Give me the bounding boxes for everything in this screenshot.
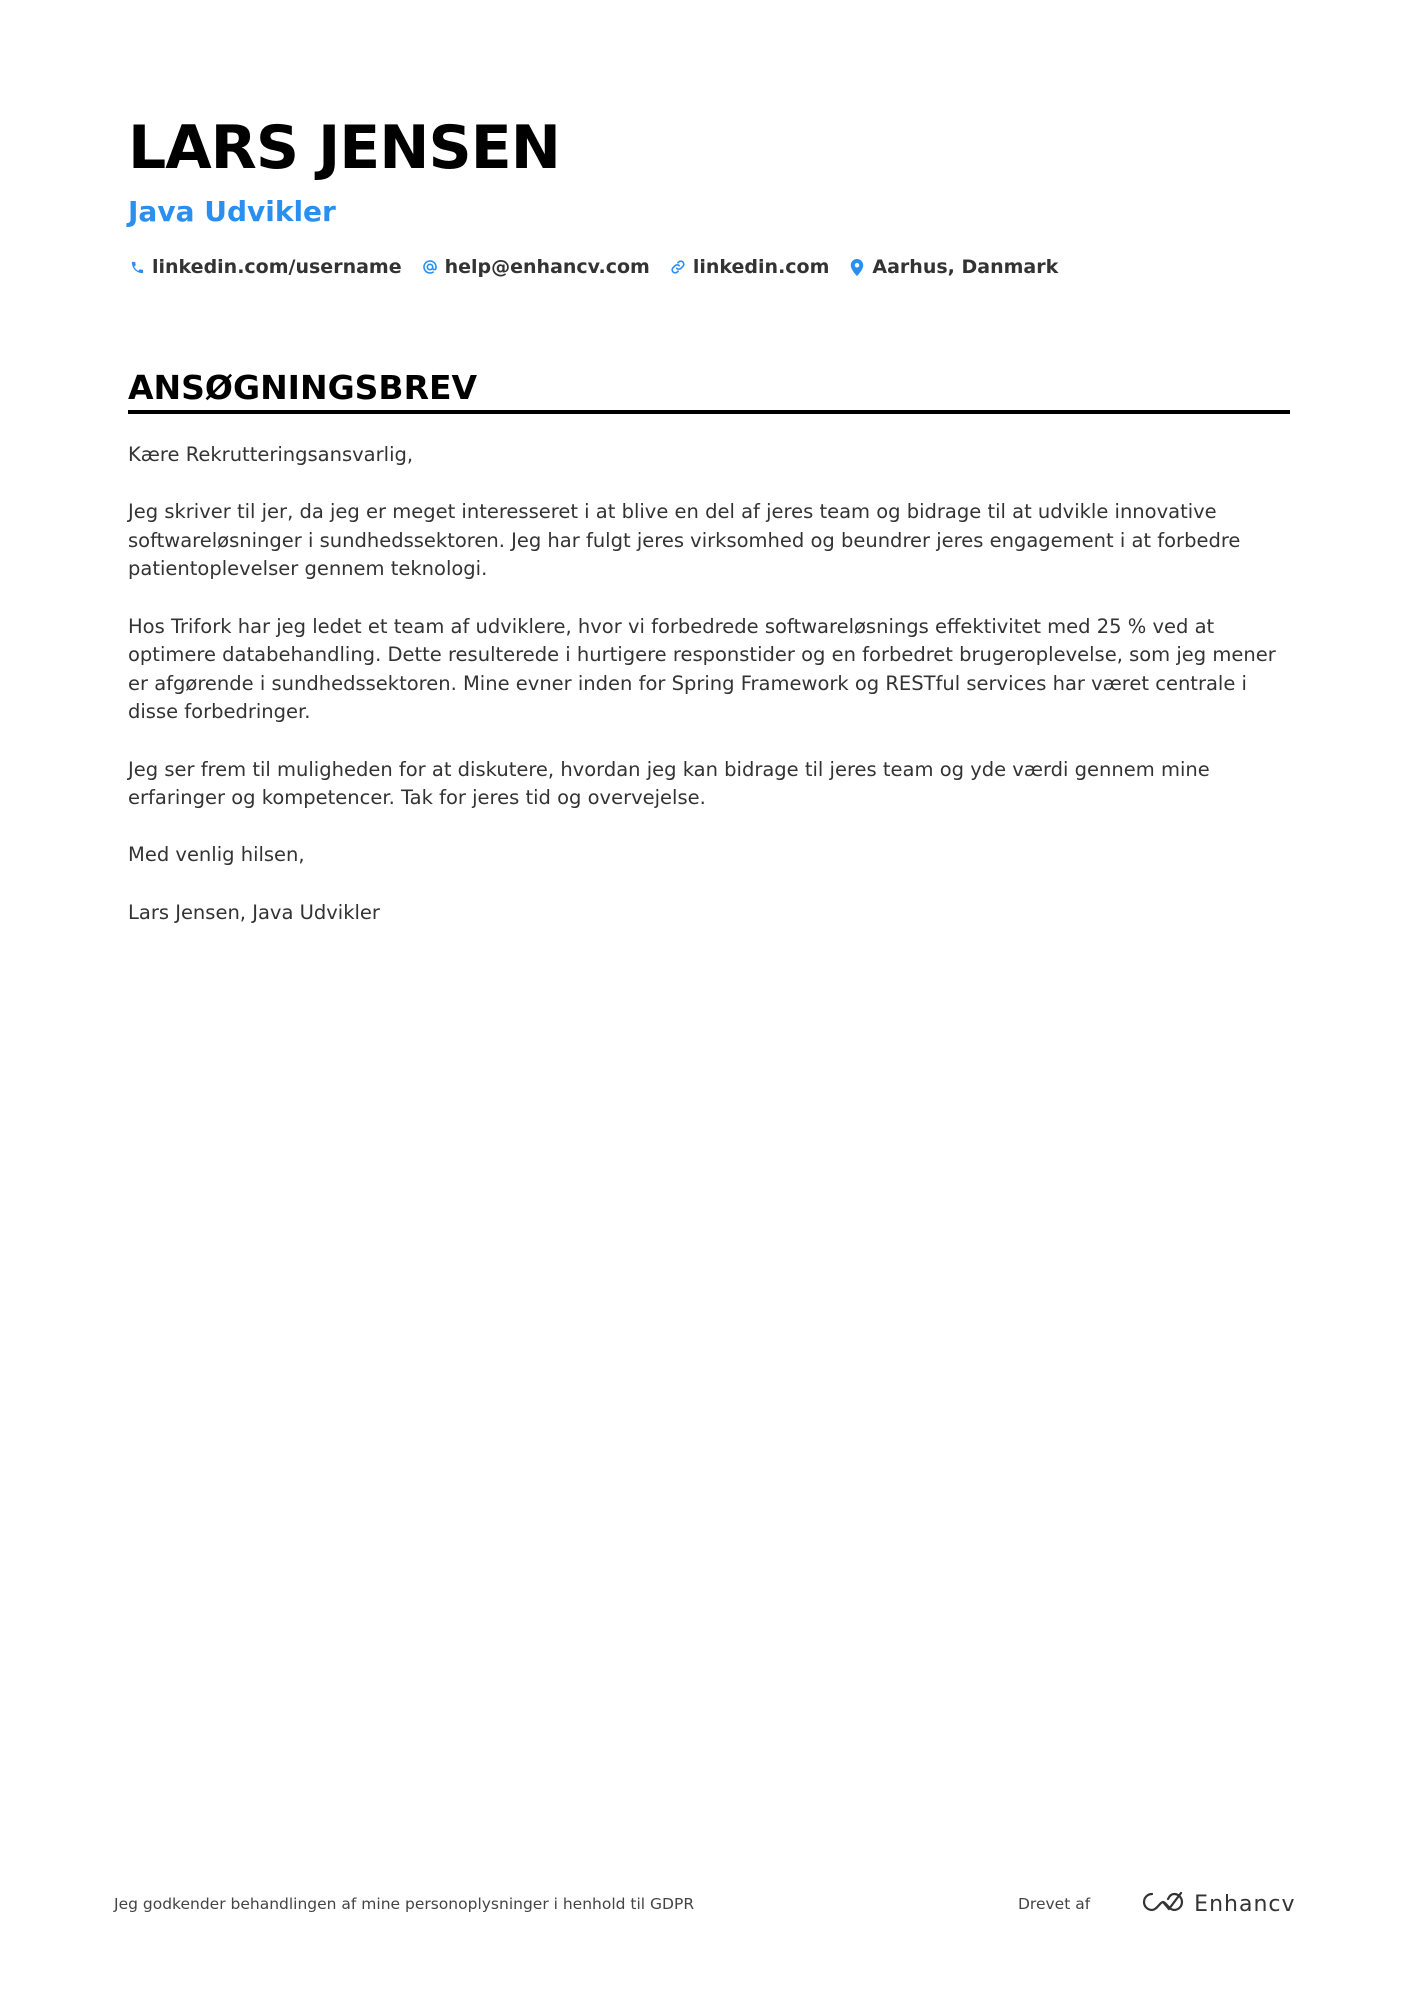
letter-body (128, 441, 1290, 956)
section-title: ANSØGNINGSBREV (128, 368, 478, 407)
letter-signature: Lars Jensen, Java Udvikler (128, 900, 380, 924)
letter-paragraph-1: Jeg skriver til jer, da jeg er meget interesseret i at blive en del af jeres team og bidrage til at udvikle innovative softwareløsninger i sundhedssektoren. Jeg har fulgt jeres virksomhed og beundrer jeres engagement i at forbedre patientoplevelser gennem teknologi. (128, 500, 1241, 581)
letter-greeting: Kære Rekrutteringsansvarlig, (128, 443, 414, 466)
letter-paragraph-3: Jeg ser frem til muligheden for at diskutere, hvordan jeg kan bidrage til jeres team og yde værdi gennem mine erfaringer og kompetencer. Tak for jeres tid og overvejelse. (128, 757, 1210, 810)
candidate-role: Java Udvikler (128, 195, 336, 228)
location-pin-icon (848, 258, 866, 276)
contact-email-text: help@enhancv.com (444, 256, 650, 278)
contact-link-text: linkedin.com (692, 256, 830, 278)
section-divider (128, 410, 1290, 414)
phone-icon (128, 258, 146, 276)
contact-location (848, 256, 1058, 278)
contact-phone[interactable] (128, 256, 402, 278)
contact-phone-text: linkedin.com/username (152, 256, 402, 278)
letter-paragraph-2: Hos Trifork har jeg ledet et team af udviklere, hvor vi forbedrede softwareløsnings effektivitet med 25 % ved at optimere databehandling. Dette resulterede i hurtigere responstider og en forbedret brugeroplevelse, som jeg mener er afgørende i sundhedssektoren. Mine evner inden for Spring Framework og RESTful services har været centrale i disse forbedringer. (128, 614, 1276, 724)
enhancv-brand-name: Enhancv (1194, 1891, 1296, 1917)
link-icon (669, 258, 687, 276)
powered-by (1018, 1887, 1296, 1921)
enhancv-logo[interactable] (1140, 1889, 1295, 1920)
contact-bar (128, 252, 1077, 282)
gdpr-consent-text: Jeg godkender behandlingen af mine personoplysninger i henhold til GDPR (114, 1895, 695, 1913)
contact-location-text: Aarhus, Danmark (872, 256, 1059, 278)
at-icon (421, 258, 439, 276)
contact-link[interactable] (669, 256, 830, 278)
enhancv-logo-icon (1140, 1889, 1186, 1920)
candidate-name: LARS JENSEN (128, 113, 560, 183)
powered-by-label: Drevet af (1018, 1895, 1091, 1913)
letter-closing: Med venlig hilsen, (128, 843, 305, 867)
contact-email[interactable] (421, 256, 650, 278)
